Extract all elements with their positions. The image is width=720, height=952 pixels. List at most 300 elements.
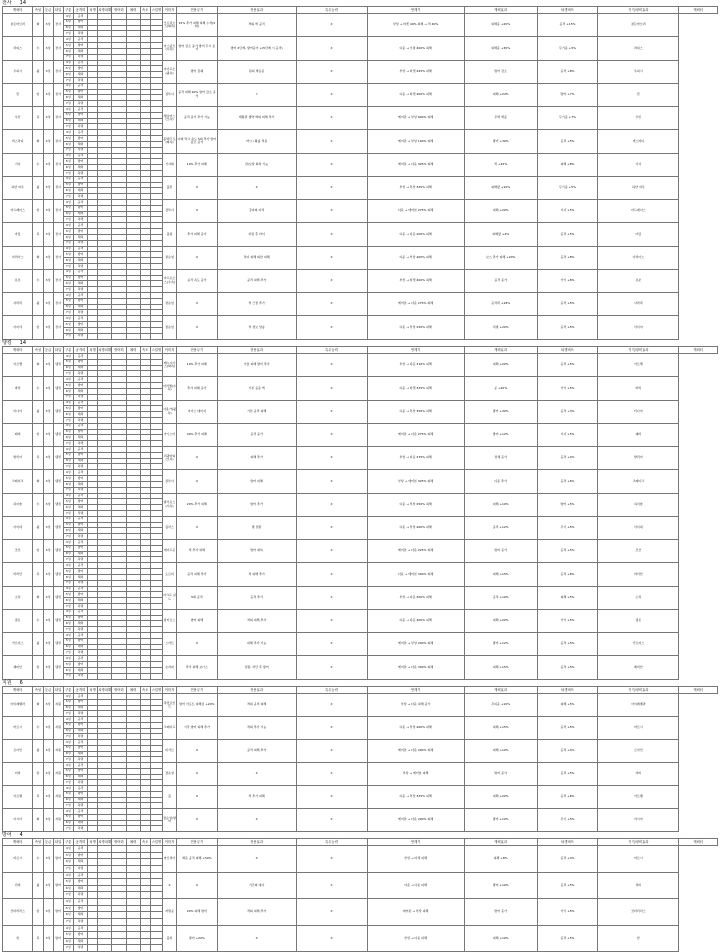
- level-cell: 5성: [63, 699, 73, 705]
- stat-cell: 체력: [73, 481, 87, 487]
- character-name: 아이야: [3, 316, 33, 339]
- level-cell: 7성: [63, 826, 73, 832]
- stat-value: [98, 912, 112, 919]
- column-header: 연계기: [367, 7, 464, 14]
- stat-value: [126, 912, 140, 919]
- skill-cell: 모토리오스(화속): [162, 14, 176, 37]
- attribute-cell: 목: [33, 786, 43, 809]
- stat-cell: 방어: [73, 499, 87, 505]
- stat-value: [112, 885, 126, 892]
- stat-value: [126, 925, 140, 932]
- level-cell: 6성: [63, 885, 73, 892]
- level-cell: 6성: [63, 481, 73, 487]
- grade-cell: 3성: [43, 400, 53, 423]
- attribute-cell: 목: [33, 925, 43, 952]
- column-header: 속도: [142, 840, 149, 844]
- stat-cell: 공격: [73, 470, 87, 476]
- character-name-right: 르아인: [598, 740, 679, 763]
- stat-value: [126, 852, 140, 859]
- target-buff-cell: 무벽 벽증: [464, 107, 537, 130]
- level-cell: 5성: [63, 905, 73, 912]
- stat-cell: 공격: [73, 694, 87, 700]
- data-table: [2, 346, 718, 680]
- character-effect-cell: 다운 → 에어본 300% 피해: [367, 563, 464, 586]
- stat-value: [98, 945, 112, 952]
- stat-value: [88, 925, 98, 932]
- weapon-effect-cell: X: [177, 176, 218, 199]
- level-cell: 4성: [63, 377, 73, 383]
- stat-cell: 치명: [73, 627, 87, 633]
- stat-value: [88, 918, 98, 925]
- special-ability-cell: 피해 추가: [217, 447, 296, 470]
- level-cell: 6성: [63, 938, 73, 945]
- stat-value: [126, 333, 140, 339]
- gear-effect-cell: 공격 +5%: [537, 130, 598, 153]
- column-header: 타입: [55, 840, 62, 844]
- level-cell: 7성: [63, 892, 73, 899]
- type-cell: 탱킹: [53, 586, 63, 609]
- stat-cell: 치명: [73, 77, 87, 83]
- level-cell: 7성: [63, 77, 73, 83]
- column-header: 기기/장비효과: [598, 839, 679, 846]
- level-cell: 5성: [63, 275, 73, 281]
- column-header: 캐릭터: [679, 347, 718, 354]
- link-skill-cell: X: [296, 200, 367, 223]
- type-cell: 전사: [53, 153, 63, 176]
- column-header: 공격력: [73, 347, 87, 354]
- link-skill-cell: X: [296, 246, 367, 269]
- column-header: 등급: [44, 688, 52, 692]
- attribute-cell: 화: [33, 694, 43, 717]
- stat-value: [112, 938, 126, 945]
- column-header: 캐릭터: [3, 687, 33, 694]
- stat-value: [150, 872, 162, 879]
- gear-effect-cell: 피해 +5%: [537, 586, 598, 609]
- stat-cell: 방어: [73, 814, 87, 820]
- gear-effect-cell: 공격 +6%: [537, 786, 598, 809]
- stat-cell: 방어: [73, 159, 87, 165]
- level-cell: 4성: [63, 423, 73, 429]
- stat-value: [150, 865, 162, 872]
- stat-cell: 치명: [73, 371, 87, 377]
- level-cell: 7성: [63, 147, 73, 153]
- gear-effect-cell: 피해 +8%: [537, 153, 598, 176]
- stat-value: [126, 892, 140, 899]
- level-cell: 4성: [63, 633, 73, 639]
- stat-value: [126, 673, 140, 679]
- section-title: 전사: [2, 0, 12, 6]
- stat-value: [140, 892, 150, 899]
- gear-effect-cell: 공격 +5%: [537, 293, 598, 316]
- skill-cell: 잠순엄: [162, 763, 176, 786]
- special-ability-cell: 원피 벽공증: [217, 60, 296, 83]
- stat-cell: 공격: [73, 377, 87, 383]
- stat-cell: 치명: [73, 54, 87, 60]
- link-skill-cell: X: [296, 176, 367, 199]
- stat-cell: 공격: [73, 563, 87, 569]
- weapon-effect-cell: 아이스 데미지: [177, 400, 218, 423]
- skill-cell: 아리엘(수속): [162, 377, 176, 400]
- character-name-right: 바리: [598, 377, 679, 400]
- stat-value: [126, 859, 140, 866]
- skill-cell: 가시스티: [162, 423, 176, 446]
- stat-value: [150, 852, 162, 859]
- stat-value: [88, 872, 98, 879]
- link-skill-cell: X: [296, 60, 367, 83]
- character-name: 만: [3, 83, 33, 106]
- stat-cell: 방어: [73, 569, 87, 575]
- column-header: 스킬명: [151, 688, 162, 692]
- stat-cell: 체력: [73, 365, 87, 371]
- grade-cell: 3성: [43, 470, 53, 493]
- column-header: 캐릭효과: [464, 7, 537, 14]
- stat-value: [126, 826, 140, 832]
- stat-cell: 방어: [73, 252, 87, 258]
- stat-cell: 공격: [73, 37, 87, 43]
- character-name-right: 필로: [598, 609, 679, 632]
- stat-value: [112, 892, 126, 899]
- link-skill-cell: X: [296, 656, 367, 679]
- column-header: 구분: [65, 8, 72, 12]
- stat-value: [150, 912, 162, 919]
- stat-cell: 치명: [73, 757, 87, 763]
- skill-cell: 불꽃: [162, 176, 176, 199]
- attribute-cell: 암: [33, 423, 43, 446]
- target-buff-cell: 방어 +10%: [464, 809, 537, 832]
- stat-value: [126, 846, 140, 853]
- skill-cell: 크레이프: [162, 717, 176, 740]
- level-cell: 5성: [63, 136, 73, 142]
- special-ability-cell: 적의 공격 피해: [217, 694, 296, 717]
- grade-cell: 3성: [43, 269, 53, 292]
- character-name: 마리안: [3, 563, 33, 586]
- level-cell: 7성: [63, 464, 73, 470]
- stat-cell: 방어: [73, 879, 87, 886]
- stat-value: [126, 938, 140, 945]
- column-header: 방어력: [112, 7, 126, 14]
- level-cell: 4성: [63, 717, 73, 723]
- link-skill-cell: X: [296, 609, 367, 632]
- stat-cell: 체력: [73, 667, 87, 673]
- column-header: 특수능력: [296, 7, 367, 14]
- target-buff-cell: 방어 증가: [464, 763, 537, 786]
- grade-cell: 3성: [43, 563, 53, 586]
- column-header: 캐릭효과: [464, 687, 537, 694]
- character-effect-cell: 부상 → 에어본 325% 피해: [367, 470, 464, 493]
- grade-cell: 3성: [43, 107, 53, 130]
- character-name: 아이레벨라: [3, 694, 33, 717]
- level-cell: 5성: [63, 159, 73, 165]
- type-cell: 탱킹: [53, 656, 63, 679]
- level-cell: 6성: [63, 141, 73, 147]
- type-cell: 지원: [53, 809, 63, 832]
- stat-value: [112, 846, 126, 853]
- attribute-cell: 화: [33, 470, 43, 493]
- level-cell: 5성: [63, 89, 73, 95]
- level-cell: 6성: [63, 165, 73, 171]
- stat-value: [112, 932, 126, 939]
- stat-cell: 방어: [73, 182, 87, 188]
- link-skill-cell: X: [296, 763, 367, 786]
- column-header: 치명피해: [98, 840, 112, 844]
- skill-cell: 플리스: [162, 516, 176, 539]
- special-ability-cell: 자장 후 타이: [217, 223, 296, 246]
- column-header: 연계기: [367, 347, 464, 354]
- stat-value: [98, 673, 112, 679]
- special-ability-cell: X: [217, 763, 296, 786]
- skill-cell: 메누시아스(화속): [162, 354, 176, 377]
- stat-cell: 방어: [73, 932, 87, 939]
- character-effect-cell: 에어본 → 다운 325% 피해: [367, 153, 464, 176]
- stat-cell: 체력: [73, 412, 87, 418]
- level-cell: 5성: [63, 298, 73, 304]
- weapon-effect-cell: 공격 피해 추가: [177, 563, 218, 586]
- attribute-cell: 수: [33, 493, 43, 516]
- character-name: 하이슬: [3, 493, 33, 516]
- skill-cell: 잠순엄: [162, 246, 176, 269]
- attribute-cell: 수: [33, 609, 43, 632]
- stat-value: [112, 925, 126, 932]
- stat-cell: 방어: [73, 615, 87, 621]
- type-cell: 전사: [53, 176, 63, 199]
- level-cell: 7성: [63, 603, 73, 609]
- type-cell: 탱킹: [53, 447, 63, 470]
- skill-cell: 검투사: [162, 200, 176, 223]
- level-cell: 4성: [63, 246, 73, 252]
- level-cell: 4성: [63, 563, 73, 569]
- stat-cell: 방어: [73, 275, 87, 281]
- stat-cell: 공격: [73, 107, 87, 113]
- level-cell: 5성: [63, 768, 73, 774]
- level-cell: 4성: [63, 176, 73, 182]
- character-effect-cell: 부상 → 타겟 피해: [367, 846, 464, 873]
- column-header: 이미지: [162, 7, 176, 14]
- type-cell: 탱킹: [53, 470, 63, 493]
- character-name-right: 라피스: [598, 37, 679, 60]
- stat-cell: 공격: [73, 223, 87, 229]
- weapon-effect-cell: 좌운 공격 피해 +50%: [177, 846, 218, 873]
- link-skill-cell: X: [296, 14, 367, 37]
- type-cell: 탱킹: [53, 493, 63, 516]
- weapon-effect-cell: X: [177, 786, 218, 809]
- stat-value: [98, 925, 112, 932]
- stat-value: [112, 945, 126, 952]
- special-ability-cell: 기본 공증 벽: [217, 377, 296, 400]
- stat-cell: 치명: [73, 240, 87, 246]
- stat-value: [98, 846, 112, 853]
- weapon-effect-cell: X: [177, 316, 218, 339]
- column-header: 등급: [44, 8, 52, 12]
- attribute-cell: 광: [33, 400, 43, 423]
- stat-value: [150, 892, 162, 899]
- level-cell: 7성: [63, 557, 73, 563]
- character-name: 미드레이스: [3, 200, 33, 223]
- attribute-cell: 수: [33, 717, 43, 740]
- stat-cell: 공격: [73, 586, 87, 592]
- table-row: [3, 846, 718, 853]
- level-cell: 7성: [63, 803, 73, 809]
- target-buff-cell: 방어 증가: [464, 899, 537, 926]
- character-name: 아랑: [3, 223, 33, 246]
- stat-value: [112, 905, 126, 912]
- stat-cell: 치명: [73, 945, 87, 952]
- special-ability-cell: 방어 추가: [217, 493, 296, 516]
- stat-cell: 치명: [73, 310, 87, 316]
- character-name: 우피시: [3, 60, 33, 83]
- target-buff-cell: 피해 +20%: [464, 354, 537, 377]
- target-buff-cell: 공격 증가: [464, 269, 537, 292]
- level-cell: 6성: [63, 820, 73, 826]
- stat-value: [140, 905, 150, 912]
- grade-cell: 3성: [43, 153, 53, 176]
- stat-cell: 공격: [73, 540, 87, 546]
- level-cell: 6성: [63, 48, 73, 54]
- type-cell: 전사: [53, 316, 63, 339]
- column-header: 공격력: [73, 687, 87, 694]
- stat-cell: 체력: [73, 72, 87, 78]
- attribute-cell: 화: [33, 354, 43, 377]
- level-cell: 5성: [63, 322, 73, 328]
- stat-cell: 방어: [73, 745, 87, 751]
- column-header: 구분: [65, 840, 72, 844]
- gear-effect-cell: 공격 +4%: [537, 447, 598, 470]
- level-cell: 5성: [63, 852, 73, 859]
- level-cell: 7성: [63, 580, 73, 586]
- gear-effect-cell: 가기 +5%: [537, 377, 598, 400]
- type-cell: 전사: [53, 223, 63, 246]
- stat-cell: 치명: [73, 673, 87, 679]
- attribute-cell: 암: [33, 899, 43, 926]
- gear-effect-cell: 무기증 +7%: [537, 107, 598, 130]
- gear-effect-cell: 무기증 +5%: [537, 37, 598, 60]
- level-cell: 6성: [63, 188, 73, 194]
- stat-value: [126, 865, 140, 872]
- stat-value: [150, 918, 162, 925]
- character-effect-cell: 다운 → 타겟 325% 피해: [367, 377, 464, 400]
- stat-cell: 방어: [73, 768, 87, 774]
- gear-effect-cell: 공격 +5%: [537, 540, 598, 563]
- table-row: [3, 925, 718, 932]
- target-buff-cell: 방어 감소: [464, 60, 537, 83]
- column-header: 전용효과: [217, 347, 296, 354]
- level-cell: 7성: [63, 417, 73, 423]
- level-cell: 5성: [63, 205, 73, 211]
- level-cell: 4성: [63, 130, 73, 136]
- stat-value: [140, 925, 150, 932]
- level-cell: 6성: [63, 118, 73, 124]
- column-header: 체력: [126, 839, 140, 846]
- stat-value: [126, 945, 140, 952]
- target-buff-cell: 피해 +20%: [464, 786, 537, 809]
- skill-cell: 아크프 실드: [162, 586, 176, 609]
- stat-cell: 공격: [73, 809, 87, 815]
- stat-value: [126, 879, 140, 886]
- type-cell: 지원: [53, 717, 63, 740]
- skill-cell: X: [162, 872, 176, 899]
- stat-value: [98, 859, 112, 866]
- level-cell: 6성: [63, 365, 73, 371]
- grade-cell: 3성: [43, 586, 53, 609]
- column-header: 캐릭효과: [464, 347, 537, 354]
- level-cell: 4성: [63, 200, 73, 206]
- target-buff-cell: 공격 +12%: [464, 516, 537, 539]
- stat-cell: 체력: [73, 304, 87, 310]
- column-header: 연계기: [367, 687, 464, 694]
- stat-value: [140, 938, 150, 945]
- stat-cell: 체력: [73, 388, 87, 394]
- stat-value: [140, 945, 150, 952]
- type-cell: 지원: [53, 786, 63, 809]
- character-effect-cell: 에어본 → 부상 100% 피해: [367, 130, 464, 153]
- type-cell: 지원: [53, 763, 63, 786]
- special-ability-cell: 공격 증가: [217, 423, 296, 446]
- link-skill-cell: X: [296, 316, 367, 339]
- character-name-right: 미드레이스: [598, 200, 679, 223]
- column-header: 전용무기: [177, 7, 218, 14]
- character-effect-cell: 다운 → 다운 200% 피해: [367, 223, 464, 246]
- character-effect-cell: 부상 → 타겟 425% 피해: [367, 60, 464, 83]
- character-name: 마르시: [3, 846, 33, 873]
- grade-cell: 3성: [43, 809, 53, 832]
- character-effect-cell: 다운 → 부상 325% 피해: [367, 786, 464, 809]
- stat-cell: 체력: [73, 621, 87, 627]
- character-name: 바리: [3, 377, 33, 400]
- level-cell: 5성: [63, 66, 73, 72]
- level-cell: 4성: [63, 694, 73, 700]
- stat-cell: 치명: [73, 580, 87, 586]
- stat-value: [150, 945, 162, 952]
- column-header: 속도: [142, 688, 149, 692]
- header-row: [3, 687, 718, 694]
- special-ability-cell: 공격 피해 추가: [217, 269, 296, 292]
- column-header: 이미지: [162, 839, 176, 846]
- target-buff-cell: 피해 +10%: [464, 493, 537, 516]
- stat-cell: 치명: [73, 865, 87, 872]
- stat-cell: 방어: [73, 662, 87, 668]
- stat-cell: 공격: [73, 354, 87, 360]
- section-count: 14: [19, 0, 27, 6]
- column-header: 특수능력: [296, 839, 367, 846]
- character-effect-cell: 다운 → 부상 400% 피해: [367, 246, 464, 269]
- level-cell: 6성: [63, 72, 73, 78]
- stat-cell: 치명: [73, 101, 87, 107]
- character-name-right: 하이슬: [598, 493, 679, 516]
- section-title: 방어: [2, 832, 12, 838]
- character-name-right: 버스라디: [598, 130, 679, 153]
- grade-cell: 3성: [43, 899, 53, 926]
- link-skill-cell: X: [296, 740, 367, 763]
- column-header: 방어력: [112, 687, 126, 694]
- skill-cell: 비가르: [162, 740, 176, 763]
- stat-cell: 체력: [73, 165, 87, 171]
- type-cell: 전사: [53, 130, 63, 153]
- level-cell: 7성: [63, 101, 73, 107]
- attribute-cell: 광: [33, 872, 43, 899]
- stat-value: [126, 918, 140, 925]
- type-cell: 전사: [53, 246, 63, 269]
- stat-cell: 방어: [73, 545, 87, 551]
- stat-value: [98, 879, 112, 886]
- stat-cell: 체력: [73, 188, 87, 194]
- level-cell: 4성: [63, 14, 73, 20]
- stat-value: [140, 932, 150, 939]
- type-cell: 전사: [53, 14, 63, 37]
- stat-value: [98, 905, 112, 912]
- attribute-cell: 수: [33, 846, 43, 873]
- gear-effect-cell: 피해 +5%: [537, 694, 598, 717]
- grade-cell: 3성: [43, 293, 53, 316]
- weapon-effect-cell: 10% 추가 피해: [177, 354, 218, 377]
